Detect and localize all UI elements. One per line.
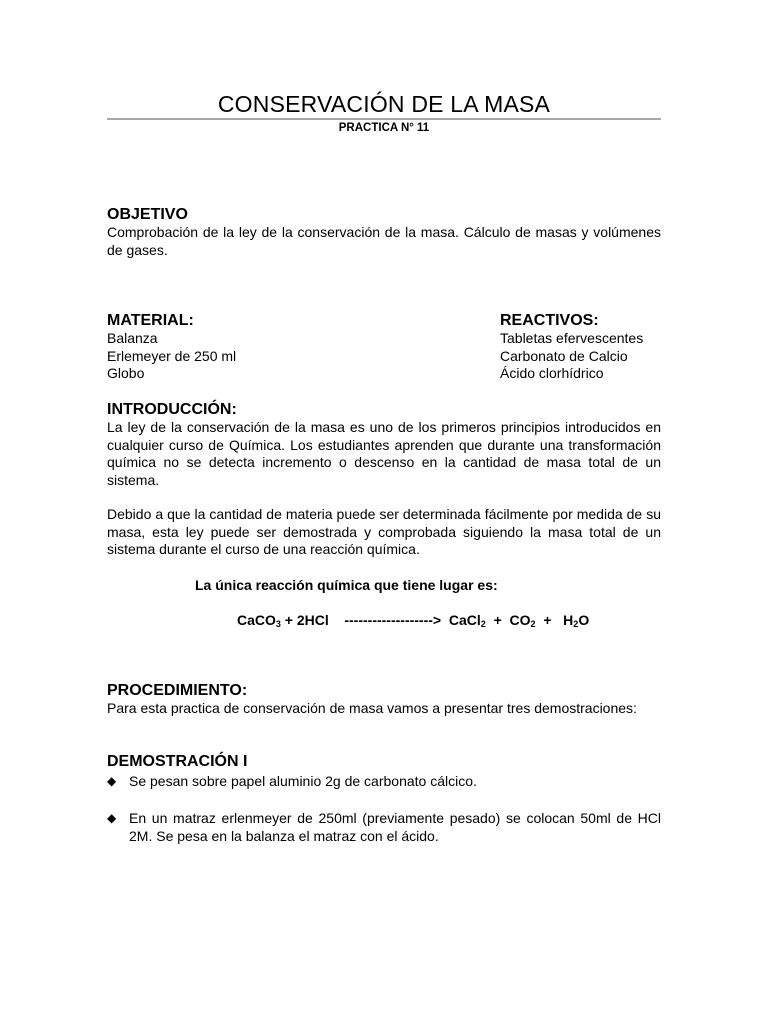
introduccion-paragraph-1: La ley de la conservación de la masa es uno de los primeros principios introducidos en cualquier curso de Química. Los estudiantes aprenden que durante una transformación química no se detecta incremento o descenso en la cantidad de masa total de un sistema.	[107, 419, 661, 488]
material-heading: MATERIAL:	[107, 312, 194, 329]
reactivos-list	[500, 330, 643, 383]
procedimiento-text: Para esta practica de conservación de masa vamos a presentar tres demostraciones:	[107, 700, 637, 716]
material-item: Globo	[107, 365, 145, 381]
material-list	[107, 330, 236, 383]
product-calcium-chloride: CaCl$_2$	[448, 612, 486, 629]
demostracion-1-heading: DEMOSTRACIÓN I	[107, 753, 248, 770]
plus-sign: +	[485, 612, 510, 628]
reactant-hcl: + 2HCl	[280, 612, 329, 628]
diamond-bullet-icon: ◆	[107, 774, 117, 788]
document-title: CONSERVACIÓN DE LA MASA	[217, 91, 551, 117]
reactivos-heading: REACTIVOS:	[500, 312, 599, 329]
reactivo-item: Carbonato de Calcio	[500, 347, 628, 364]
reaction-arrow: ------------------->	[328, 612, 449, 628]
reactant-calcium-carbonate: CaCO$_3$	[237, 612, 281, 629]
procedure-step-text: Se pesan sobre papel aluminio 2g de carbonato cálcico.	[129, 773, 477, 789]
reactivo-item: Ácido clorhídrico	[500, 365, 604, 381]
title-underline	[107, 118, 661, 120]
reaction-intro: La única reacción química que tiene lugar es:	[195, 577, 498, 593]
material-item: Erlemeyer de 250 ml	[107, 347, 237, 364]
material-item: Balanza	[107, 330, 158, 346]
objetivo-heading: OBJETIVO	[107, 206, 188, 223]
product-carbon-dioxide: $CO_2$	[509, 612, 536, 629]
introduccion-heading: INTRODUCCIÓN:	[107, 401, 237, 418]
procedure-step-text: En un matraz erlenmeyer de 250ml (previamente pesado) se colocan 50ml de HCl 2M. Se pesa en la balanza el matraz con el ácido.	[129, 810, 661, 844]
chemical-equation	[237, 611, 589, 629]
introduccion-paragraph-2: Debido a que la cantidad de materia puede ser determinada fácilmente por medida de su masa, esta ley puede ser demostrada y comprobada siguiendo la masa total de un sistema durante el curso de una reacción química.	[107, 506, 661, 557]
diamond-bullet-icon: ◆	[107, 811, 117, 825]
procedimiento-heading: PROCEDIMIENTO:	[107, 682, 248, 699]
reactivo-item: Tabletas efervescentes	[500, 330, 644, 346]
objetivo-text: Comprobación de la ley de la conservación de la masa. Cálculo de masas y volúmenes de gases.	[107, 224, 661, 258]
product-water: $H_2O$	[563, 612, 590, 629]
practice-number: PRACTICA N° 11	[338, 122, 430, 134]
plus-sign: +	[535, 612, 564, 628]
